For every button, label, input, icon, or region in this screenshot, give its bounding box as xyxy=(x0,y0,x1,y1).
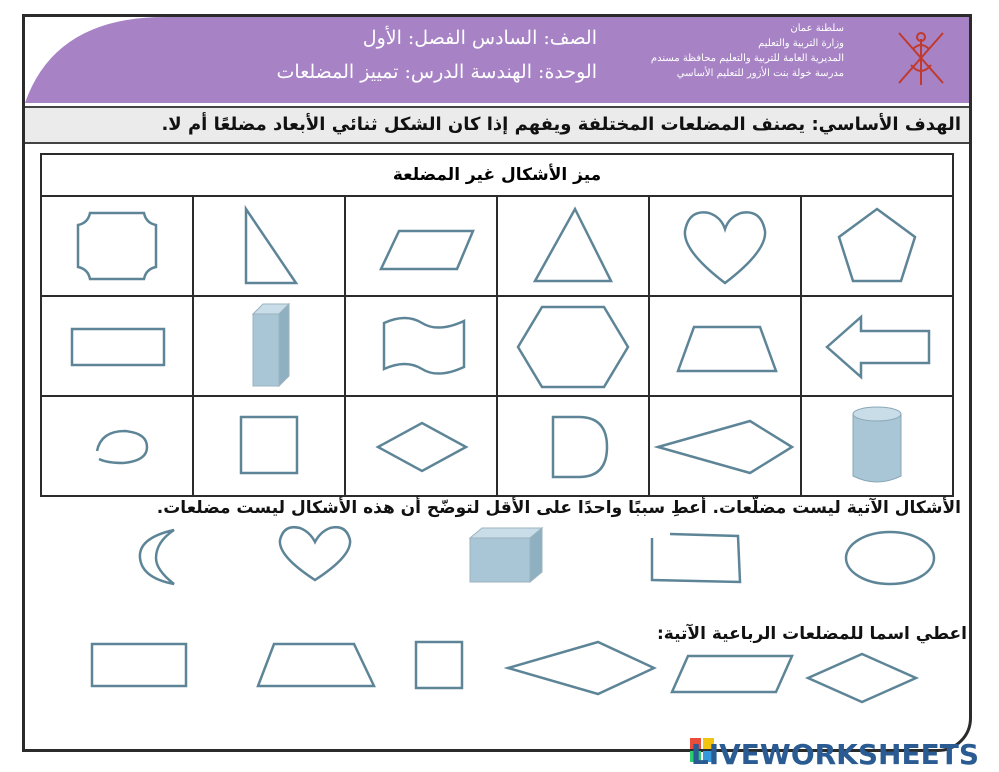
trapezoid-icon xyxy=(660,301,790,391)
cuboid-2-icon xyxy=(466,524,546,584)
oman-emblem-icon xyxy=(891,25,951,91)
kite-rhombus-icon xyxy=(652,401,798,491)
header-banner xyxy=(25,17,969,103)
cell-d-shape[interactable] xyxy=(497,396,649,496)
goal-text: الهدف الأساسي: يصنف المضلعات المختلفة ويفهم إذا كان الشكل ثنائي الأبعاد مضلعًا أم لا. xyxy=(161,114,961,135)
rhombus-icon xyxy=(366,401,476,491)
liveworksheets-logo[interactable]: LIVEWORKSHEETS xyxy=(690,738,979,771)
octagon-notched-icon xyxy=(72,201,162,291)
cell-trapezoid[interactable] xyxy=(649,296,801,396)
ellipse-icon xyxy=(840,528,940,588)
cuboid-3d-icon xyxy=(219,300,319,392)
cylinder-3d-icon xyxy=(827,400,927,492)
cell-open-curve[interactable] xyxy=(41,396,193,496)
class-line: الصف: السادس الفصل: الأول xyxy=(362,27,597,49)
cell-pentagon[interactable] xyxy=(801,196,953,296)
unit-line: الوحدة: الهندسة الدرس: تمييز المضلعات xyxy=(276,61,597,83)
question-2: اعطي اسما للمضلعات الرباعية الآتية: xyxy=(656,624,967,644)
shapes-grid xyxy=(40,153,954,497)
open-curve-icon xyxy=(67,401,167,491)
heart-2-icon xyxy=(270,522,360,586)
open-rectangle-icon xyxy=(642,528,752,586)
crescent-icon xyxy=(128,524,188,588)
cell-heart[interactable] xyxy=(649,196,801,296)
q2-rectangle-icon xyxy=(88,640,192,692)
arrow-left-icon xyxy=(817,301,937,391)
q2-square-icon xyxy=(412,638,468,692)
rectangle-icon xyxy=(62,301,172,391)
triangle-icon xyxy=(523,201,623,291)
cell-triangle[interactable] xyxy=(497,196,649,296)
wavy-shape-icon xyxy=(366,301,476,391)
hexagon-icon xyxy=(508,299,638,393)
ministry-line-3: المديرية العامة للتربية والتعليم محافظة مسندم xyxy=(650,53,844,64)
cell-wavy[interactable] xyxy=(345,296,497,396)
header-curve xyxy=(25,17,165,103)
pentagon-icon xyxy=(827,201,927,291)
cell-cuboid[interactable] xyxy=(193,296,345,396)
cell-arrow[interactable] xyxy=(801,296,953,396)
heart-icon xyxy=(675,201,775,291)
grid-title: ميز الأشكال غير المضلعة xyxy=(41,154,953,196)
d-shape-icon xyxy=(523,401,623,491)
ministry-line-1: سلطنة عمان xyxy=(790,23,844,34)
cell-right-triangle[interactable] xyxy=(193,196,345,296)
cell-kite[interactable] xyxy=(649,396,801,496)
parallelogram-icon xyxy=(361,201,481,291)
q2-rhombus-icon xyxy=(504,636,660,700)
right-triangle-icon xyxy=(224,201,314,291)
cell-square[interactable] xyxy=(193,396,345,496)
ministry-line-2: وزارة التربية والتعليم xyxy=(758,38,844,49)
question-1: الأشكال الآتية ليست مضلّعات. أعطِ سببًا واحدًا على الأقل لتوضّح أن هذه الأشكال ليست مضلعات. xyxy=(156,498,961,518)
q2-trapezoid-icon xyxy=(254,640,380,692)
cell-rectangle[interactable] xyxy=(41,296,193,396)
cell-hexagon[interactable] xyxy=(497,296,649,396)
cell-parallelogram[interactable] xyxy=(345,196,497,296)
q2-parallelogram-icon xyxy=(666,650,798,698)
q2-kite-icon xyxy=(804,650,920,706)
cell-cylinder[interactable] xyxy=(801,396,953,496)
cell-octagon[interactable] xyxy=(41,196,193,296)
square-icon xyxy=(219,401,319,491)
ministry-line-4: مدرسة خولة بنت الأزور للتعليم الأساسي xyxy=(676,68,844,79)
goal-bar xyxy=(25,106,969,144)
cell-rhombus[interactable] xyxy=(345,396,497,496)
